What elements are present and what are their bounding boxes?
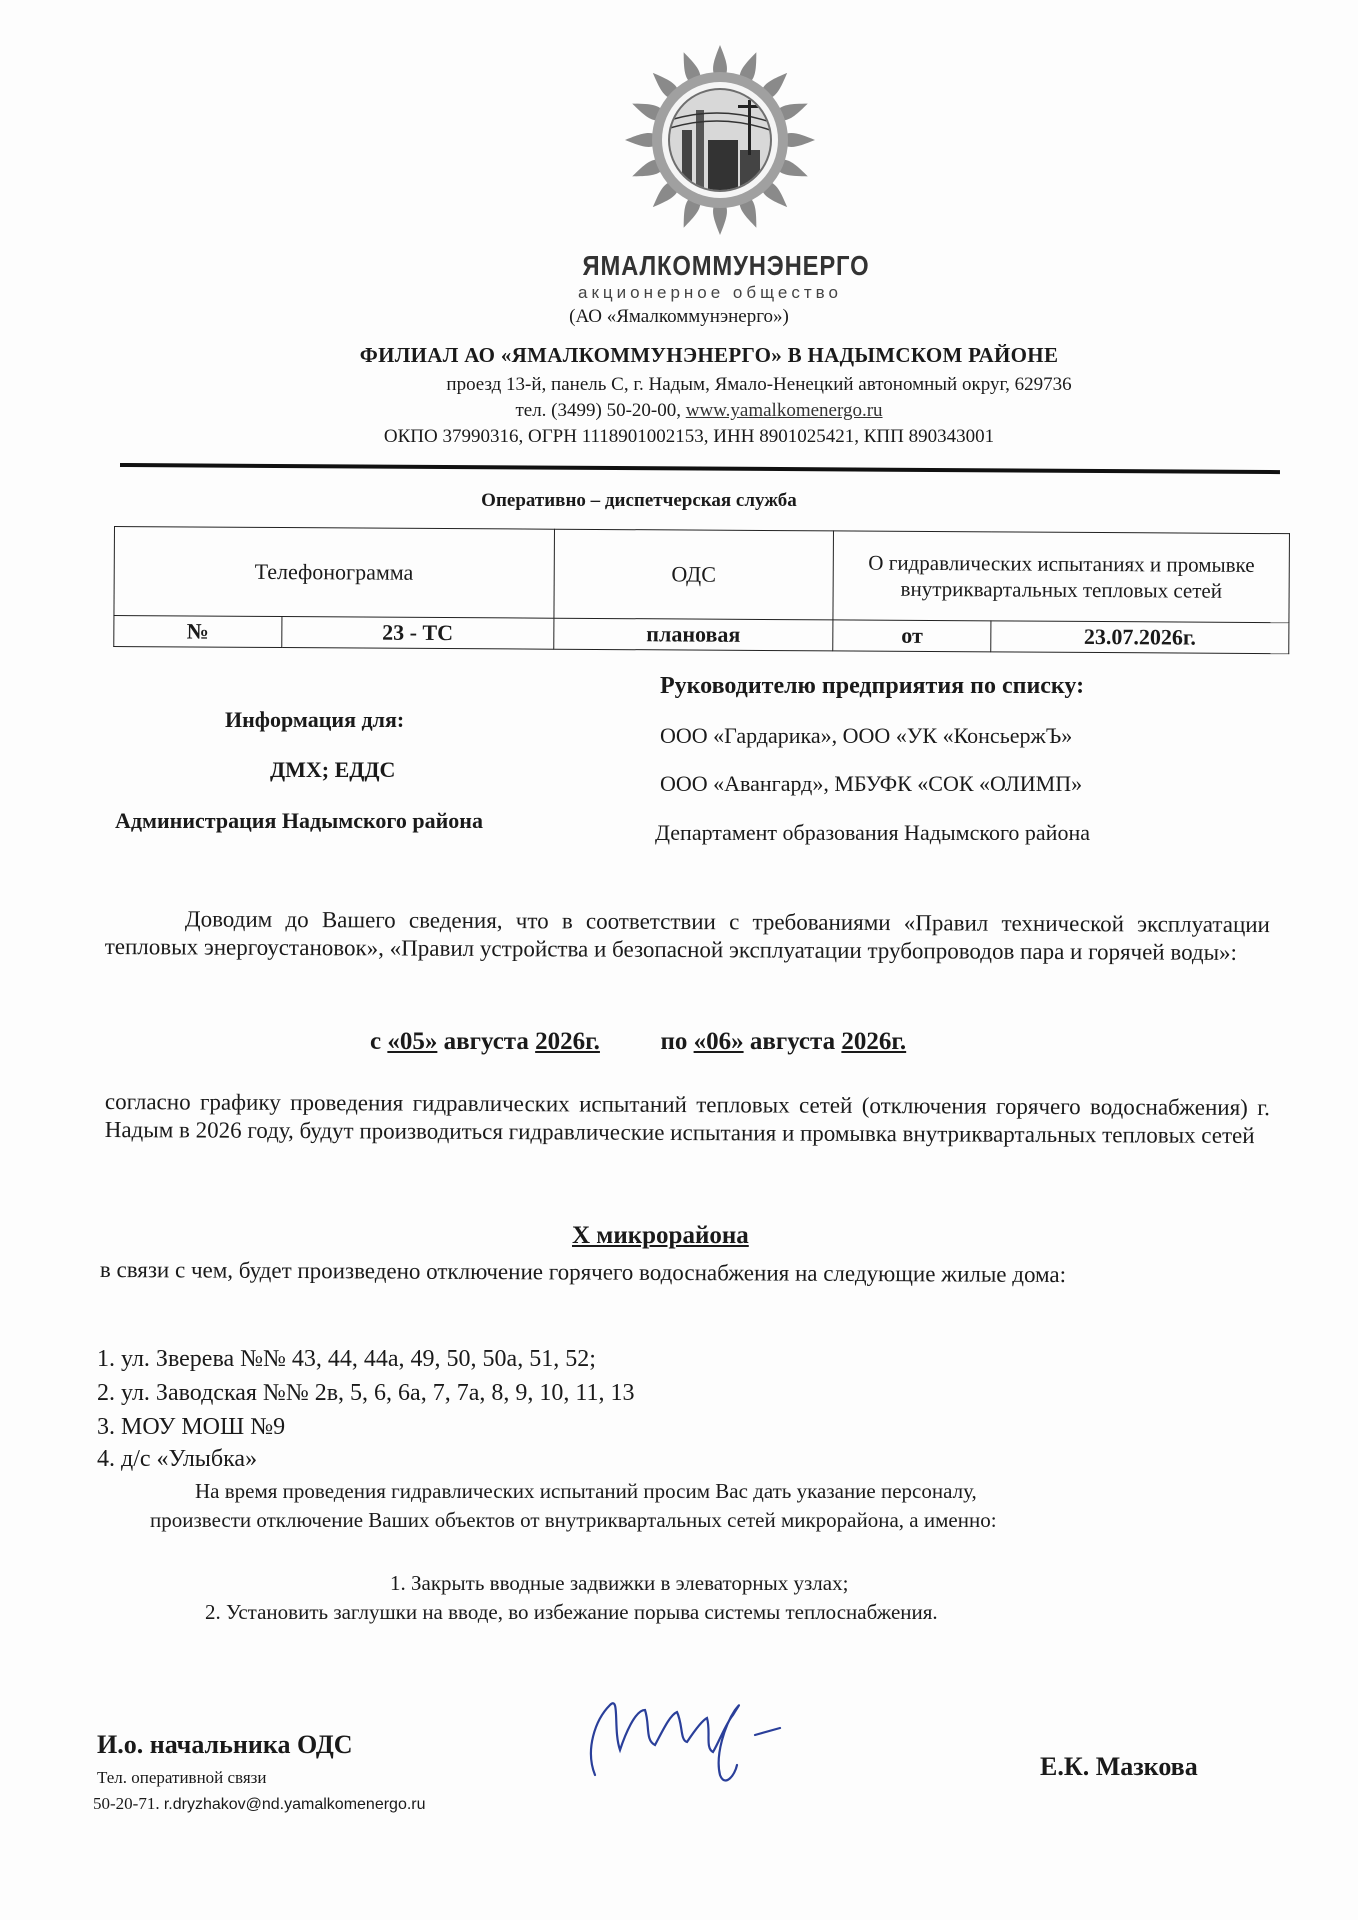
brand-name: ЯМАЛКОММУНЭНЕРГО <box>582 250 870 281</box>
number-label: № <box>114 616 282 648</box>
signer-email: r.dryzhakov@nd.yamalkomenergo.ru <box>163 1796 426 1813</box>
signer-contacts <box>93 1794 426 1814</box>
info-label: Информация для: <box>225 707 405 732</box>
doc-subject: О гидравлических испытаниях и промывке внутриквартальных тепловых сетей <box>833 531 1289 623</box>
intro-paragraph: Доводим до Вашего сведения, что в соответствии с требованиями «Правил технической эксплуатации тепловых энергоустановок», «Правил устройства и безопасной эксплуатации трубопроводов пара и горячей воды»: <box>104 906 1270 965</box>
list-item: 2. ул. Заводская №№ 2в, 5, 6, 6а, 7, 7а, 8, 9, 10, 11, 13 <box>97 1380 635 1406</box>
list-item: 1. ул. Зверева №№ 43, 44, 44а, 49, 50, 50а, 51, 52; <box>97 1346 596 1372</box>
schedule-paragraph: согласно графику проведения гидравлических испытаний тепловых сетей (отключения горячего водоснабжения) г. Надым в 2026 году, будут производиться гидравлические испытания и промывка внутриквартальных тепловых сетей <box>104 1089 1270 1149</box>
company-logo-icon <box>620 40 820 240</box>
date-label: от <box>833 620 991 652</box>
from-year: 2026г. <box>535 1028 600 1055</box>
service-name: Оперативно – диспетчерская служба <box>481 490 797 511</box>
from-month: августа <box>437 1028 536 1055</box>
addressee-line-3: Департамент образования Надымского района <box>655 820 1090 845</box>
list-item: 4. д/с «Улыбка» <box>97 1446 258 1472</box>
to-month: августа <box>743 1028 842 1055</box>
company-phone: тел. (3499) 50-20-00, <box>515 400 686 421</box>
letterhead-divider <box>120 463 1280 474</box>
signer-tel-number: 50-20-71. <box>93 1794 164 1813</box>
addressee-line-2: ООО «Авангард», МБУФК «СОК «ОЛИМП» <box>660 771 1083 796</box>
company-website-link[interactable]: www.yamalkomenergo.ru <box>685 400 883 421</box>
brand-subtitle: акционерное общество <box>578 283 842 302</box>
to-prefix: по <box>660 1028 694 1055</box>
district-name: Х микрорайона <box>572 1222 749 1249</box>
measure-item: 2. Установить заглушки на вводе, во избежание порыва системы теплоснабжения. <box>205 1600 938 1624</box>
shutdown-paragraph: в связи с чем, будет произведено отключение горячего водоснабжения на следующие жилые дома: <box>99 1257 1067 1288</box>
signer-name: Е.К. Мазкова <box>1040 1752 1198 1781</box>
request-line-1: На время проведения гидравлических испытаний просим Вас дать указание персоналу, <box>195 1479 977 1503</box>
branch-title: ФИЛИАЛ АО «ЯМАЛКОММУНЭНЕРГО» В НАДЫМСКОМ РАЙОНЕ <box>359 343 1059 367</box>
document-header-table <box>113 526 1290 654</box>
meta-row <box>114 616 1289 654</box>
to-year: 2026г. <box>841 1028 907 1055</box>
handwritten-signature-icon <box>575 1680 825 1790</box>
company-contacts <box>20 400 1358 422</box>
to-day: «06» <box>693 1028 744 1055</box>
test-period <box>370 1028 906 1056</box>
doc-type: Телефонограмма <box>114 527 554 619</box>
doc-kind: плановая <box>553 618 833 651</box>
department: ОДС <box>554 529 834 620</box>
list-item: 3. МОУ МОШ №9 <box>97 1414 286 1440</box>
from-prefix: с <box>370 1028 388 1055</box>
signer-tel-label: Тел. оперативной связи <box>97 1768 267 1787</box>
doc-number: 23 - ТС <box>282 617 554 650</box>
signer-title: И.о. начальника ОДС <box>97 1730 353 1759</box>
header-row <box>114 527 1290 623</box>
info-recipient-2: Администрация Надымского района <box>115 808 483 833</box>
brand-short-name: (АО «Ямалкоммунэнерго») <box>569 306 789 327</box>
company-registry: ОКПО 37990316, ОГРН 1118901002153, ИНН 8901025421, КПП 890343001 <box>383 426 995 447</box>
request-line-2: произвести отключение Ваших объектов от внутриквартальных сетей микрорайона, а именно: <box>150 1508 997 1532</box>
addressee-heading: Руководителю предприятия по списку: <box>660 673 1085 699</box>
addressee-line-1: ООО «Гардарика», ООО «УК «КонсьержЪ» <box>660 723 1073 748</box>
doc-date: 23.07.2026г. <box>991 621 1289 654</box>
info-recipient-1: ДМХ; ЕДДС <box>270 757 396 782</box>
from-day: «05» <box>387 1028 438 1055</box>
company-address: проезд 13-й, панель С, г. Надым, Ямало-Ненецкий автономный округ, 629736 <box>446 374 1072 395</box>
measure-item: 1. Закрыть вводные задвижки в элеваторных узлах; <box>390 1571 849 1595</box>
